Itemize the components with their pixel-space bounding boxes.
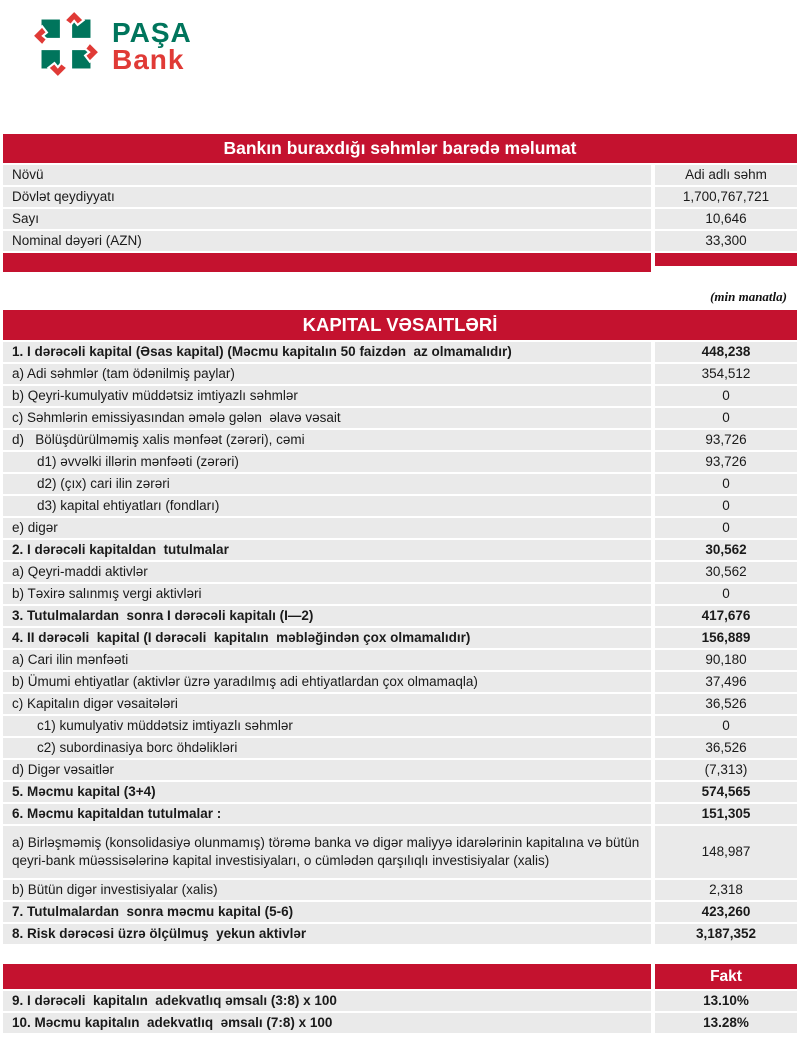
row-value: 0 bbox=[655, 496, 797, 516]
row-label: d1) əvvəlki illərin mənfəəti (zərəri) bbox=[3, 452, 651, 472]
table-row bbox=[3, 991, 797, 1011]
row-value: 36,526 bbox=[655, 694, 797, 714]
pasha-bank-logo bbox=[32, 10, 797, 80]
table-row bbox=[3, 826, 797, 878]
row-label: b) Qeyri-kumulyativ müddətsiz imtiyazlı səhmlər bbox=[3, 386, 651, 406]
table-row bbox=[3, 606, 797, 626]
row-label: 3. Tutulmalardan sonra I dərəcəli kapitalı (I—2) bbox=[3, 606, 651, 626]
table-row bbox=[3, 342, 797, 362]
row-value: 93,726 bbox=[655, 452, 797, 472]
table-row bbox=[3, 540, 797, 560]
row-label: Növü bbox=[3, 165, 651, 185]
ratio-table-header bbox=[3, 964, 797, 989]
row-value: 30,562 bbox=[655, 562, 797, 582]
row-value: 90,180 bbox=[655, 650, 797, 670]
table-row bbox=[3, 694, 797, 714]
table-row bbox=[3, 1013, 797, 1033]
row-label: c1) kumulyativ müddətsiz imtiyazlı səhmlər bbox=[3, 716, 651, 736]
row-label: d2) (çıx) cari ilin zərəri bbox=[3, 474, 651, 494]
row-label: c) Kapitalın digər vəsaitələri bbox=[3, 694, 651, 714]
row-value: 0 bbox=[655, 518, 797, 538]
row-value: 574,565 bbox=[655, 782, 797, 802]
table-row bbox=[3, 187, 797, 207]
row-value: 2,318 bbox=[655, 880, 797, 900]
table-row bbox=[3, 672, 797, 692]
row-value: 0 bbox=[655, 386, 797, 406]
row-value: 448,238 bbox=[655, 342, 797, 362]
row-value: 151,305 bbox=[655, 804, 797, 824]
row-label: a) Cari ilin mənfəəti bbox=[3, 650, 651, 670]
row-label: 4. II dərəcəli kapital (I dərəcəli kapitalın məbləğindən çox olmamalıdır) bbox=[3, 628, 651, 648]
row-value: 30,562 bbox=[655, 540, 797, 560]
row-label: b) Ümumi ehtiyatlar (aktivlər üzrə yaradılmış adi ehtiyatlardan çox olmamaqla) bbox=[3, 672, 651, 692]
table-row bbox=[3, 716, 797, 736]
table-row bbox=[3, 518, 797, 538]
row-value: 0 bbox=[655, 474, 797, 494]
table-row bbox=[3, 209, 797, 229]
row-label: d3) kapital ehtiyatları (fondları) bbox=[3, 496, 651, 516]
row-value: 37,496 bbox=[655, 672, 797, 692]
row-value: 33,300 bbox=[655, 231, 797, 251]
table-row bbox=[3, 231, 797, 251]
row-value: 3,187,352 bbox=[655, 924, 797, 944]
row-label: Dövlət qeydiyyatı bbox=[3, 187, 651, 207]
row-label: c) Səhmlərin emissiyasından əmələ gələn əlavə vəsait bbox=[3, 408, 651, 428]
row-label: a) Qeyri-maddi aktivlər bbox=[3, 562, 651, 582]
red-separator-right bbox=[655, 253, 797, 266]
row-label: a) Birləşməmiş (konsolidasiyə olunmamış) törəmə banka və digər maliyyə idarələrinin kapitalına və bütün qeyri-bank müəssisələrinə kapital investisiyaları, o cümlədən qarşılıqlı investisiyalar (xalis) bbox=[3, 826, 651, 878]
table-row bbox=[3, 650, 797, 670]
row-value: 0 bbox=[655, 408, 797, 428]
table-row bbox=[3, 408, 797, 428]
table-row bbox=[3, 902, 797, 922]
row-value: 417,676 bbox=[655, 606, 797, 626]
table-row bbox=[3, 562, 797, 582]
logo-wordmark bbox=[112, 17, 192, 75]
row-value: 156,889 bbox=[655, 628, 797, 648]
row-value: 1,700,767,721 bbox=[655, 187, 797, 207]
ratio-table-rows bbox=[3, 991, 797, 1033]
logo-text-pasa: PAŞA bbox=[112, 17, 192, 48]
table-row bbox=[3, 364, 797, 384]
row-label: 6. Məcmu kapitaldan tutulmalar : bbox=[3, 804, 651, 824]
row-value: 93,726 bbox=[655, 430, 797, 450]
row-label: d) Digər vəsaitlər bbox=[3, 760, 651, 780]
capital-funds-table bbox=[3, 310, 797, 944]
table-row bbox=[3, 782, 797, 802]
row-value: (7,313) bbox=[655, 760, 797, 780]
red-separator-bar bbox=[3, 253, 797, 272]
table-row bbox=[3, 165, 797, 185]
row-label: 7. Tutulmalardan sonra məcmu kapital (5-6) bbox=[3, 902, 651, 922]
row-label: 2. I dərəcəli kapitaldan tutulmalar bbox=[3, 540, 651, 560]
row-label: a) Adi səhmlər (tam ödənilmiş paylar) bbox=[3, 364, 651, 384]
row-label: Sayı bbox=[3, 209, 651, 229]
capital-table-title: KAPITAL VƏSAITLƏRİ bbox=[3, 310, 797, 340]
row-label: d) Bölüşdürülməmiş xalis mənfəət (zərəri), cəmi bbox=[3, 430, 651, 450]
table-row bbox=[3, 474, 797, 494]
row-value: 13.10% bbox=[655, 991, 797, 1011]
pasha-bank-pinwheel-icon bbox=[32, 10, 100, 78]
shares-table-rows bbox=[3, 165, 797, 251]
row-value: 10,646 bbox=[655, 209, 797, 229]
row-label: Nominal dəyəri (AZN) bbox=[3, 231, 651, 251]
row-label: 9. I dərəcəli kapitalın adekvatlıq əmsalı (3:8) x 100 bbox=[3, 991, 651, 1011]
table-row bbox=[3, 452, 797, 472]
row-label: b) Təxirə salınmış vergi aktivləri bbox=[3, 584, 651, 604]
row-value: 36,526 bbox=[655, 738, 797, 758]
row-value: 0 bbox=[655, 584, 797, 604]
table-row bbox=[3, 760, 797, 780]
table-row bbox=[3, 924, 797, 944]
shares-table-title: Bankın buraxdığı səhmlər barədə məlumat bbox=[3, 134, 797, 163]
row-label: 5. Məcmu kapital (3+4) bbox=[3, 782, 651, 802]
row-value: 13.28% bbox=[655, 1013, 797, 1033]
red-separator-left bbox=[3, 253, 651, 272]
row-label: c2) subordinasiya borc öhdəlikləri bbox=[3, 738, 651, 758]
table-row bbox=[3, 430, 797, 450]
row-label: 8. Risk dərəcəsi üzrə ölçülmuş yekun aktivlər bbox=[3, 924, 651, 944]
units-note: (min manatla) bbox=[710, 289, 787, 304]
table-row bbox=[3, 496, 797, 516]
row-value: 423,260 bbox=[655, 902, 797, 922]
capital-table-rows bbox=[3, 342, 797, 944]
row-label: b) Bütün digər investisiyalar (xalis) bbox=[3, 880, 651, 900]
row-value: 0 bbox=[655, 716, 797, 736]
row-label: e) digər bbox=[3, 518, 651, 538]
table-row bbox=[3, 880, 797, 900]
row-value: 354,512 bbox=[655, 364, 797, 384]
table-row bbox=[3, 386, 797, 406]
row-label: 1. I dərəcəli kapital (Əsas kapital) (Məcmu kapitalın 50 faizdən az olmamalıdır) bbox=[3, 342, 651, 362]
table-row bbox=[3, 584, 797, 604]
row-value: 148,987 bbox=[655, 826, 797, 878]
adequacy-ratio-table bbox=[3, 964, 797, 1033]
ratio-header-fakt-cell: Fakt bbox=[655, 964, 797, 989]
table-row bbox=[3, 738, 797, 758]
table-row bbox=[3, 804, 797, 824]
row-label: 10. Məcmu kapitalın adekvatlıq əmsalı (7:8) x 100 bbox=[3, 1013, 651, 1033]
table-row bbox=[3, 628, 797, 648]
ratio-header-empty-cell bbox=[3, 964, 651, 989]
shares-info-table bbox=[3, 134, 797, 272]
logo-text-bank: Bank bbox=[112, 44, 185, 75]
row-value: Adi adlı səhm bbox=[655, 165, 797, 185]
